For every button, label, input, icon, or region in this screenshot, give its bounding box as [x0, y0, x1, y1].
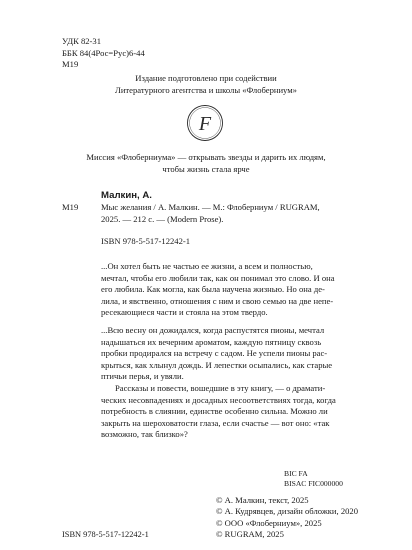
biblio-line-2: 2025. — 212 с. — (Modern Prose). [101, 213, 224, 224]
annotation-line: надышаться их вечерним ароматом, каждую пятницу сквозь [101, 336, 322, 347]
intro-line-1: Издание подготовлено при содействии [135, 73, 277, 83]
isbn-record: ISBN 978-5-517-12242-1 [101, 236, 191, 246]
annotation-line: ...Всю весну он дожидался, когда распустятся пионы, мечтал [101, 324, 325, 335]
annotation-line: пробки продирался на встречу с садом. Не успели пионы рас- [101, 348, 328, 359]
cutter-code: М19 [62, 59, 79, 70]
annotation-line: крыться, как хлынул дождь. И лепестки осыпались, как старые [101, 359, 333, 370]
bbk-code: ББК 84(4Рос=Рус)6-44 [62, 47, 145, 58]
copyright-line: © ООО «Флоберниум», 2025 [216, 517, 322, 528]
intro-line-2: Литературного агентства и школы «Флоберниум» [115, 84, 297, 95]
flobernium-logo-icon [186, 104, 224, 142]
bisac-code: BISAC FIC000000 [284, 479, 343, 488]
logo-letter: F [198, 113, 212, 135]
copyright-notices [216, 495, 358, 541]
annotation-line: лила, и явственно, отношения с ним и свою семью на две непе- [101, 295, 334, 306]
annotation-line: его любила. Как могла, как была научена жизнью. Но она де- [101, 284, 325, 295]
copyright-line: © А. Малкин, текст, 2025 [216, 495, 309, 505]
mission-statement [0, 152, 412, 175]
mission-line-2: чтобы жизнь стала ярче [162, 163, 250, 174]
annotation-line: ...Он хотел быть не частью ее жизни, а всем и полностью, [101, 261, 313, 271]
annotation-line: мечтал, чтобы его любили так, как он понимал это слово. И она [101, 272, 335, 283]
annotation [101, 261, 356, 441]
annotation-line: возможно, так близко»? [101, 429, 188, 440]
margin-cutter-code: М19 [62, 202, 79, 212]
annotation-line: закрыть на шероховатости глаза, если счастье — вот оно: «так [101, 417, 330, 428]
bibliographic-record [101, 202, 320, 225]
annotation-line: Рассказы и повести, вошедшие в эту книгу, — о драмати- [115, 382, 326, 393]
publisher-intro [0, 73, 412, 96]
udk-code: УДК 82-31 [62, 36, 102, 46]
annotation-line: птичьи перья, и увяли. [101, 371, 184, 382]
annotation-line: ческих несовпадениях и досадных несоответствиях тогда, когда [101, 394, 336, 405]
biblio-line-1: Мыс желания / А. Малкин. — М.: Флоберниум / RUGRAM, [101, 202, 320, 212]
subject-codes [284, 469, 343, 489]
copyright-line: © RUGRAM, 2025 [216, 529, 284, 540]
copyright-line: © А. Кудрявцев, дизайн обложки, 2020 [216, 506, 359, 517]
author-heading: Малкин, А. [101, 190, 152, 201]
annotation-line: потребность в слиянии, единстве особенно сильна. Можно ли [101, 406, 328, 417]
isbn-footer: ISBN 978-5-517-12242-1 [62, 530, 149, 539]
classification-codes [62, 36, 145, 71]
annotation-line: ресекающиеся части и стояла на этом твердо. [101, 307, 268, 318]
bic-code: BIC FA [284, 469, 308, 478]
mission-line-1: Миссия «Флоберниума» — открывать звезды и дарить их людям, [86, 152, 326, 162]
